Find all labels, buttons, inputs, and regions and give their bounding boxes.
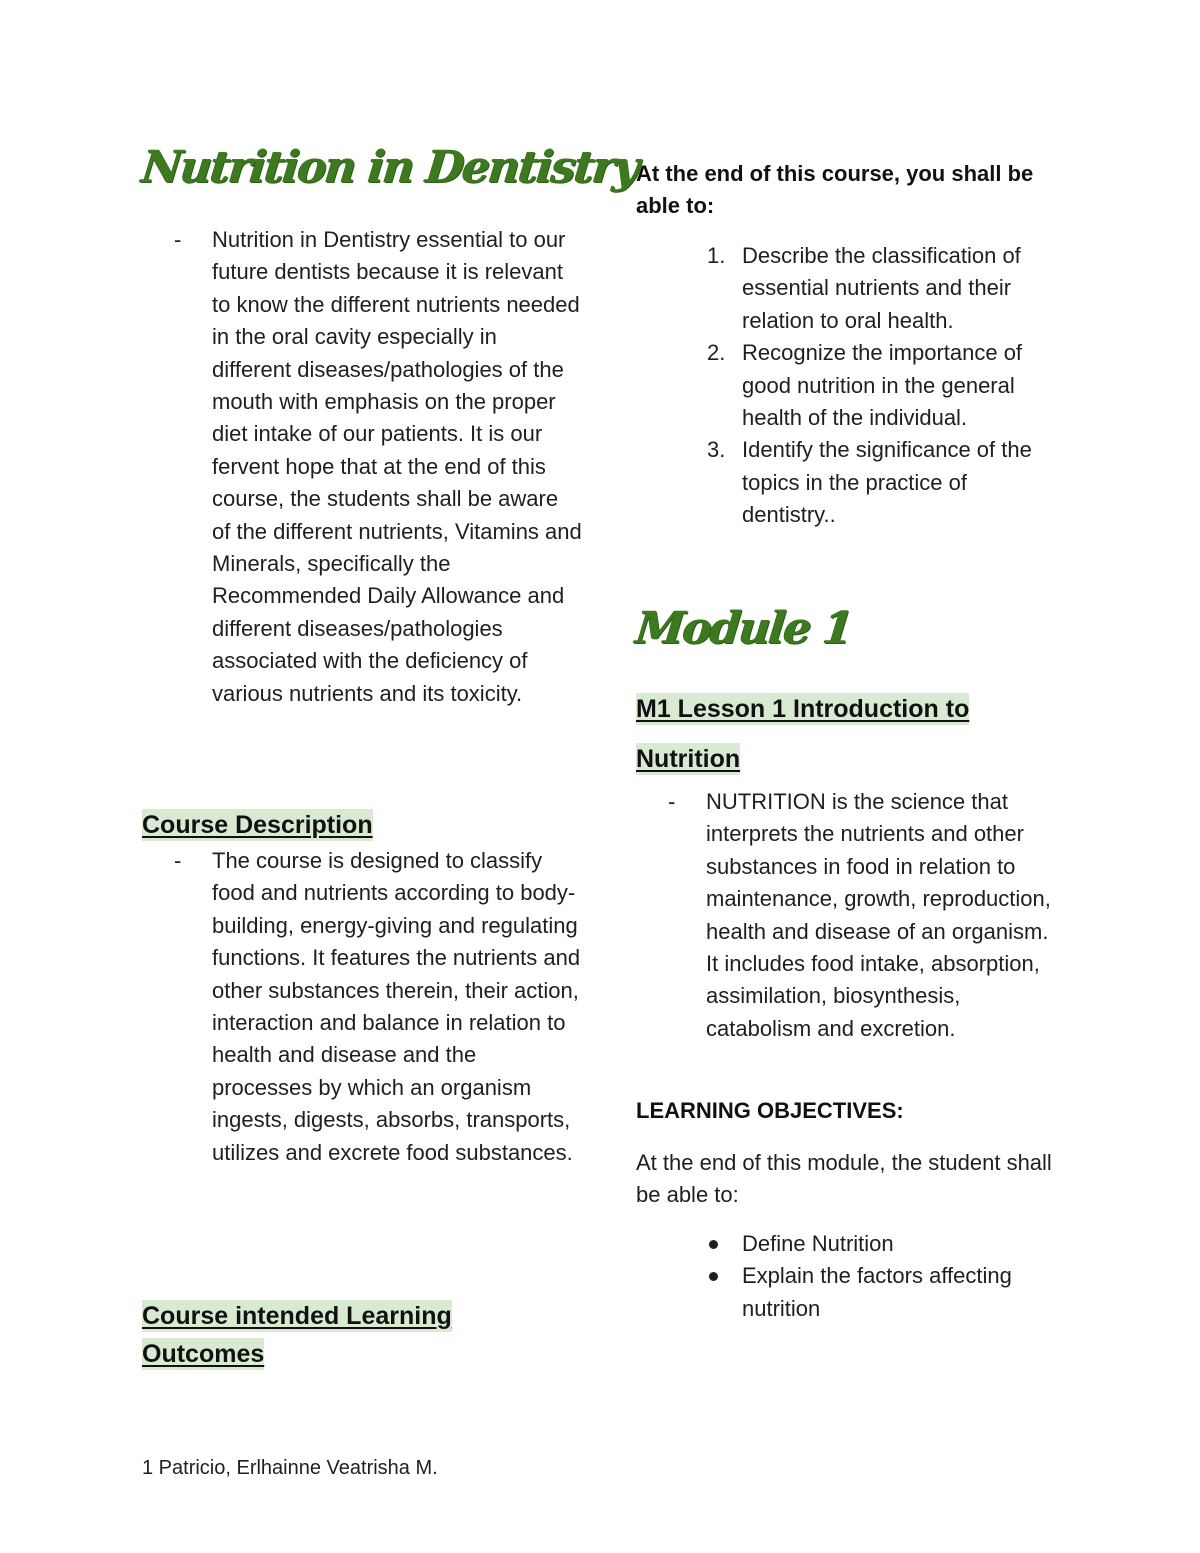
- bullet-icon: [709, 1240, 718, 1249]
- learning-objective-item: [636, 1260, 1066, 1325]
- lesson-heading-line1: M1 Lesson 1 Introduction to: [636, 695, 970, 723]
- course-objective-text: Recognize the importance of good nutrition in the general health of the individual.: [742, 340, 1023, 431]
- learning-objective-text: Define Nutrition: [742, 1231, 894, 1256]
- learning-objectives-intro: At the end of this module, the student shall be able to:: [636, 1150, 1052, 1207]
- bullet-icon: [709, 1272, 718, 1281]
- learning-objective-text: Explain the factors affecting nutrition: [742, 1263, 1012, 1321]
- learning-objective-item: [636, 1228, 1066, 1260]
- course-objective-item: [636, 240, 1066, 337]
- learning-objectives-list: [636, 1228, 1066, 1325]
- course-objective-item: [636, 337, 1066, 434]
- course-objectives-list: [636, 240, 1066, 532]
- course-objective-text: Describe the classification of essential nutrients and their relation to oral health.: [742, 243, 1021, 333]
- intro-paragraph: - Nutrition in Dentistry essential to our future dentists because it is relevant to know the different nutrients needed in the oral cavity especially in different diseases/pathologies of the mouth with emphasis on the proper diet intake of our patients. It is our fervent hope that at the end of this course, the students shall be aware of the different nutrients, Vitamins and Minerals, specifically the Recommended Daily Allowance and different diseases/pathologies associated with the deficiency of various nutrients and its toxicity.: [142, 224, 582, 710]
- course-description-paragraph: - The course is designed to classify food and nutrients according to body-building, energy-giving and regulating functions. It features the nutrients and other substances therein, their action, interaction and balance in relation to health and disease and the processes by which an organism ingests, digests, absorbs, transports, utilizes and excrete food substances.: [142, 845, 582, 1169]
- learning-objectives-heading: LEARNING OBJECTIVES:: [636, 1098, 904, 1123]
- lesson-heading-line2: Nutrition: [636, 745, 741, 773]
- lesson-heading: [636, 684, 1066, 784]
- document-title: Nutrition in Dentistry: [139, 142, 640, 193]
- list-number: 1.: [707, 243, 726, 268]
- course-objective-text: Identify the significance of the topics in the practice of dentistry..: [742, 437, 1032, 528]
- list-number: 2.: [707, 340, 726, 366]
- learning-outcomes-heading: [142, 1297, 582, 1373]
- module-title: Module 1: [633, 603, 855, 654]
- nutrition-definition: - NUTRITION is the science that interprets the nutrients and other substances in food in relation to maintenance, growth, reproduction, health and disease of an organism. It includes food intake, absorption, assimilation, biosynthesis, catabolism and excretion.: [636, 786, 1066, 1045]
- intro-list: [142, 224, 582, 710]
- page-footer: 1 Patricio, Erlhainne Veatrisha M.: [142, 1457, 438, 1479]
- learning-outcomes-heading-line2: Outcomes: [142, 1340, 265, 1368]
- course-objective-item: [636, 434, 1066, 531]
- list-number: 3.: [707, 437, 726, 463]
- course-description-heading-text: Course Description: [142, 811, 373, 839]
- nutrition-definition-list: [636, 786, 1066, 1045]
- course-objectives-intro: At the end of this course, you shall be able to:: [636, 161, 1034, 218]
- course-description-list: [142, 845, 582, 1169]
- course-description-heading: [142, 806, 582, 844]
- learning-outcomes-heading-line1: Course intended Learning: [142, 1302, 452, 1330]
